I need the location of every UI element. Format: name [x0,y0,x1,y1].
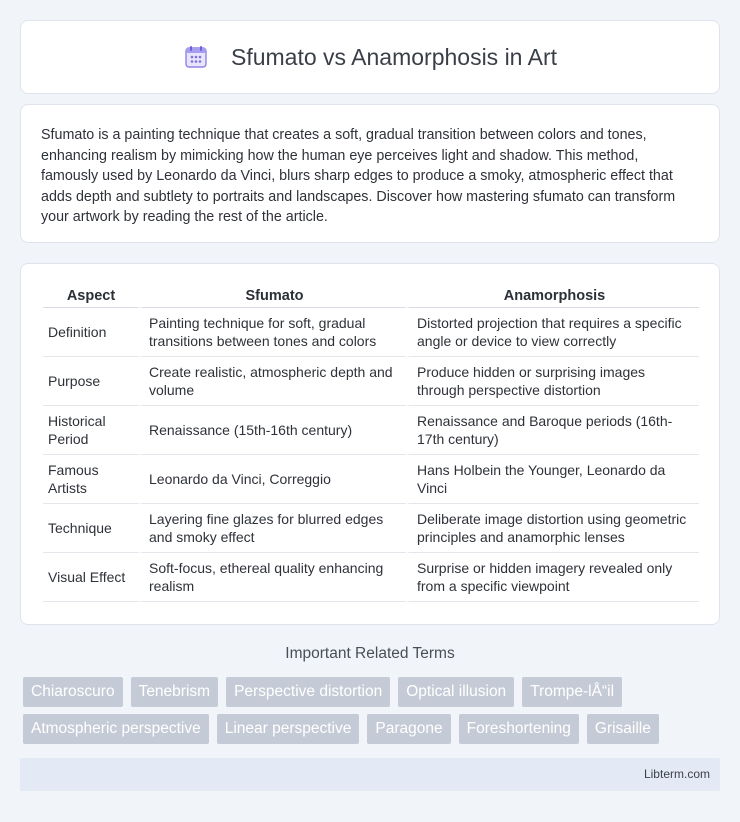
row-sfumato: Painting technique for soft, gradual transitions between tones and colors [139,308,406,357]
related-terms-title: Important Related Terms [285,645,455,662]
table-header-row [43,282,699,308]
row-sfumato: Soft-focus, ethereal quality enhancing realism [139,553,406,602]
tag-linear-perspective[interactable]: Linear perspective [217,714,360,744]
table-row [43,553,699,602]
row-anamorphosis: Distorted projection that requires a specific angle or device to view correctly [406,308,699,357]
table-row [43,455,699,504]
header-sfumato: Sfumato [139,282,406,308]
row-anamorphosis: Renaissance and Baroque periods (16th-17th century) [406,406,699,455]
row-sfumato: Create realistic, atmospheric depth and volume [139,357,406,406]
row-sfumato: Layering fine glazes for blurred edges and smoky effect [139,504,406,553]
header-anamorphosis: Anamorphosis [406,282,699,308]
row-aspect: Visual Effect [43,553,139,602]
tag-atmospheric-perspective[interactable]: Atmospheric perspective [23,714,209,744]
comparison-table [43,282,699,602]
row-sfumato: Leonardo da Vinci, Correggio [139,455,406,504]
page-title: Sfumato vs Anamorphosis in Art [231,43,557,70]
tag-tenebrism[interactable]: Tenebrism [131,677,219,707]
tag-grisaille[interactable]: Grisaille [587,714,659,744]
table-row [43,308,699,357]
row-aspect: Definition [43,308,139,357]
row-sfumato: Renaissance (15th-16th century) [139,406,406,455]
related-terms-list [23,677,723,744]
table-row [43,357,699,406]
tag-chiaroscuro[interactable]: Chiaroscuro [23,677,123,707]
tag-paragone[interactable]: Paragone [367,714,450,744]
row-aspect: Purpose [43,357,139,406]
title-card [20,20,720,94]
header-aspect: Aspect [43,282,139,308]
row-aspect: Historical Period [43,406,139,455]
comparison-card [20,263,720,625]
calendar-icon [183,44,209,70]
footer [20,758,720,791]
row-anamorphosis: Deliberate image distortion using geometric principles and anamorphic lenses [406,504,699,553]
row-anamorphosis: Surprise or hidden imagery revealed only from a specific viewpoint [406,553,699,602]
row-anamorphosis: Hans Holbein the Younger, Leonardo da Vinci [406,455,699,504]
tag-optical-illusion[interactable]: Optical illusion [398,677,514,707]
footer-site-link[interactable]: Libterm.com [643,767,710,781]
intro-card [20,104,720,243]
row-aspect: Technique [43,504,139,553]
title-row [183,44,557,71]
intro-paragraph: Sfumato is a painting technique that creates a soft, gradual transition between colors and tones, enhancing realism by mimicking how the human eye perceives light and shadow. This method, famously used by Leonardo da Vinci, blurs sharp edges to produce a smoky, atmospheric effect that adds depth and subtlety to portraits and landscapes. Discover how mastering sfumato can transform your artwork by reading the rest of the article. [41,127,676,225]
row-aspect: Famous Artists [43,455,139,504]
row-anamorphosis: Produce hidden or surprising images through perspective distortion [406,357,699,406]
tag-trompe-loeil[interactable]: Trompe-lÅ“il [522,677,622,707]
table-row [43,504,699,553]
table-row [43,406,699,455]
tag-foreshortening[interactable]: Foreshortening [459,714,579,744]
tag-perspective-distortion[interactable]: Perspective distortion [226,677,390,707]
